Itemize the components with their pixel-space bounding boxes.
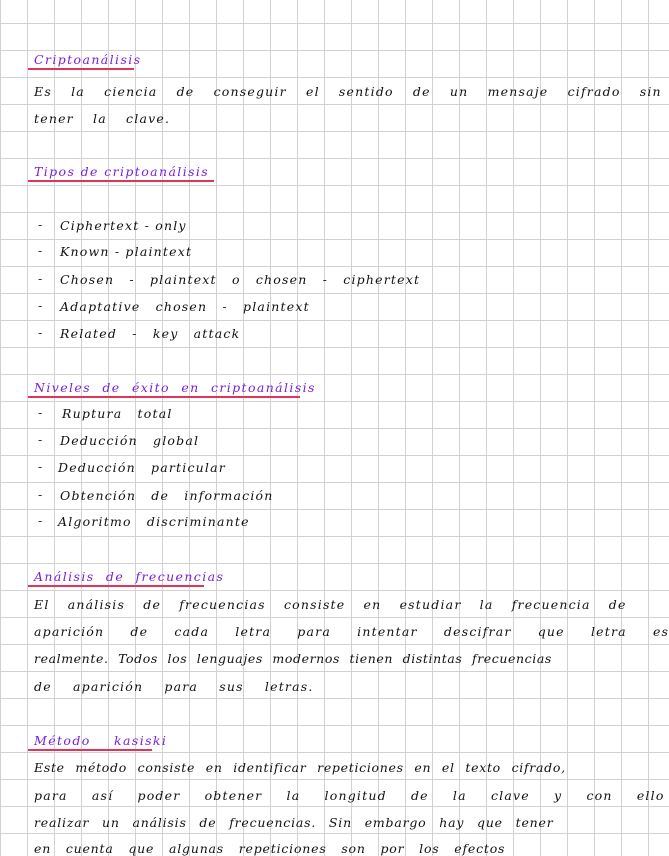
section-title-frecuencias: Análisis de frecuencias: [34, 569, 225, 584]
bullet-dash: -: [38, 243, 44, 258]
list-item: Ciphertext - only: [60, 218, 187, 233]
list-item: Deducción particular: [58, 460, 226, 475]
list-item: Known - plaintext: [60, 244, 193, 259]
bullet-dash: -: [38, 487, 44, 502]
paragraph-line: de aparición para sus letras.: [34, 679, 314, 694]
list-item: Deducción global: [60, 433, 200, 448]
paragraph-line: Este método consiste en identificar repeticiones en el texto cifrado,: [34, 760, 566, 775]
bullet-dash: -: [38, 405, 44, 420]
title-underline: [28, 180, 214, 182]
title-underline: [28, 396, 300, 398]
paragraph-line-partial: en cuenta que algunas repeticiones son por los efectos: [34, 841, 506, 856]
list-item: Chosen - plaintext o chosen - ciphertext: [60, 272, 421, 287]
paragraph-line: El análisis de frecuencias consiste en estudiar la frecuencia de: [34, 597, 627, 612]
title-underline: [28, 68, 134, 70]
bullet-dash: -: [38, 271, 44, 286]
section-title-kasiski: Método kasiski: [34, 733, 168, 748]
bullet-dash: -: [38, 432, 44, 447]
section-title-criptoanalisis: Criptoanálisis: [34, 52, 142, 67]
bullet-dash: -: [38, 298, 44, 313]
list-item: Related - key attack: [60, 326, 241, 341]
section-title-tipos: Tipos de criptoanálisis: [34, 164, 210, 179]
title-underline: [28, 585, 204, 587]
list-item: Ruptura total: [62, 406, 173, 421]
list-item: Algoritmo discriminante: [58, 514, 250, 529]
bullet-dash: -: [38, 217, 44, 232]
title-underline: [28, 749, 152, 751]
list-item: Obtención de información: [60, 488, 274, 503]
section-title-niveles: Niveles de éxito en criptoanálisis: [34, 380, 316, 395]
paragraph-line: para así poder obtener la longitud de la clave y con ello: [34, 788, 665, 803]
paragraph-line: tener la clave.: [34, 111, 171, 126]
paragraph-line: Es la ciencia de conseguir el sentido de un mensaje cifrado sin: [34, 84, 662, 99]
paragraph-line: aparición de cada letra para intentar descifrar que letra es: [34, 624, 669, 639]
bullet-dash: -: [38, 459, 44, 474]
paragraph-line: realizar un análisis de frecuencias. Sin embargo hay que tener: [34, 815, 554, 830]
paragraph-line: realmente. Todos los lenguajes modernos tienen distintas frecuencias: [34, 651, 552, 666]
bullet-dash: -: [38, 513, 44, 528]
bullet-dash: -: [38, 325, 44, 340]
list-item: Adaptative chosen - plaintext: [60, 299, 310, 314]
